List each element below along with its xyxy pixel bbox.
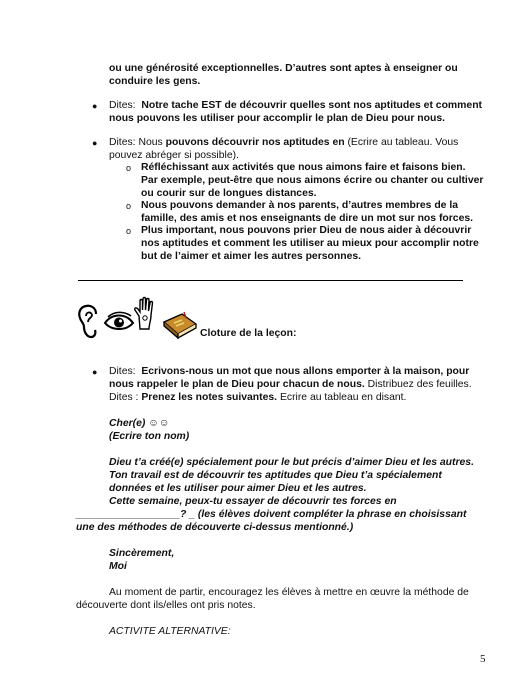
letter-body-line: Dieu t’a créé(e) spécialement pour le but précis d’aimer Dieu et les autres. (109, 457, 474, 468)
bullet-marker: ● (92, 101, 98, 111)
sub1-line-2: Par exemple, peut-être que nous aimons écrire ou chanter ou cultiver (141, 175, 484, 186)
sub-bullet-marker: o (126, 201, 132, 211)
sub1-line-3: ou courir sur de longues distances. (141, 188, 317, 199)
sub3-line-3: but de l’aimer et aimer les autres personnes. (141, 251, 362, 262)
sub3-line-1: Plus important, nous pouvons prier Dieu de nous aider à découvrir (141, 225, 472, 236)
letter-body-line: __________________? _ (les élèves doivent compléter la phrase en choisissant (76, 509, 467, 520)
bullet1-lead: Dites: (109, 100, 136, 111)
bullet3-line-2 (109, 378, 472, 391)
sub-bullet-marker: o (126, 163, 132, 173)
departure-line-2: découverte dont ils/elles ont pris notes. (76, 600, 256, 611)
bullet2-line-2: pouvez abréger si possible). (109, 150, 239, 161)
bullet3-instruction: Distribuez des feuilles. (364, 379, 472, 390)
sub1-line-1: Réfléchissant aux activités que nous aimons faire et faisons bien. (141, 162, 466, 173)
bullet3-line-1 (109, 365, 469, 378)
bullet2-emphasis: pouvons découvrir nos aptitudes en (165, 137, 345, 148)
bullet3-lead-2: Dites : (109, 392, 142, 403)
bullet3-lead: Dites: (109, 366, 136, 377)
bullet3-emphasis: nous rappeler le plan de Dieu pour chacun de nous. (109, 379, 365, 390)
intro-line-1: ou une générosité exceptionnelles. D’autres sont aptes à enseigner ou (109, 63, 458, 74)
eye-icon (104, 311, 134, 333)
sub-bullet-marker: o (126, 226, 132, 236)
bullet2-instruction: (Ecrire au tableau. Vous (344, 137, 459, 148)
bullet3-instruction-2: Ecrire au tableau en disant. (277, 392, 407, 403)
ear-icon (76, 304, 102, 340)
bullet3-text: Ecrivons-nous un mot que nous allons emporter à la maison, pour (141, 366, 470, 377)
bullet2-line-1 (109, 136, 458, 149)
letter-body-line: une des méthodes de découverte ci-dessus mentionné.) (76, 522, 354, 533)
letter-body-line: Ton travail est de découvrir tes aptitudes que Dieu t’a spécialement (109, 470, 442, 481)
book-icon (162, 312, 198, 338)
bullet-marker: ● (92, 367, 98, 377)
bullet1-line-1 (109, 99, 482, 112)
letter-body-line: données et les utiliser pour aimer Dieu et les autres. (109, 483, 367, 494)
sub3-line-2: nos aptitudes et comment les utiliser au mieux pour accomplir notre (141, 238, 479, 249)
sub2-line-2: famille, des amis et nos enseignants de dire un mot sur nos forces. (141, 213, 474, 224)
bullet2-lead: Dites: Nous (109, 137, 166, 148)
bullet1-text: Notre tache EST de découvrir quelles sont nos aptitudes et comment (141, 100, 482, 111)
departure-line-1: Au moment de partir, encouragez les élèves à mettre en œuvre la méthode de (109, 587, 469, 598)
bullet3-emphasis-2: Prenez les notes suivantes. (141, 392, 278, 403)
letter-name-note: (Ecrire ton nom) (109, 431, 190, 442)
letter-signoff: Sincèrement, (109, 548, 175, 559)
letter-body-line: Cette semaine, peux-tu essayer de découvrir tes forces en (109, 496, 397, 507)
bullet-marker: ● (92, 138, 98, 148)
section-divider (78, 280, 463, 281)
hand-icon (133, 296, 157, 330)
sub2-line-1: Nous pouvons demander à nos parents, d’autres membres de la (141, 200, 459, 211)
page-number: 5 (480, 653, 486, 665)
letter-signature: Moi (109, 561, 127, 572)
bullet3-line-3 (109, 391, 406, 404)
closing-heading: Cloture de la leçon: (200, 328, 297, 339)
letter-greeting: Cher(e) ☺☺ (109, 418, 170, 429)
alternative-activity-heading: ACTIVITE ALTERNATIVE: (109, 626, 231, 637)
bullet1-line-2: nous pouvons les utiliser pour accomplir le plan de Dieu pour nous. (109, 113, 446, 124)
intro-line-2: conduire les gens. (109, 76, 201, 87)
